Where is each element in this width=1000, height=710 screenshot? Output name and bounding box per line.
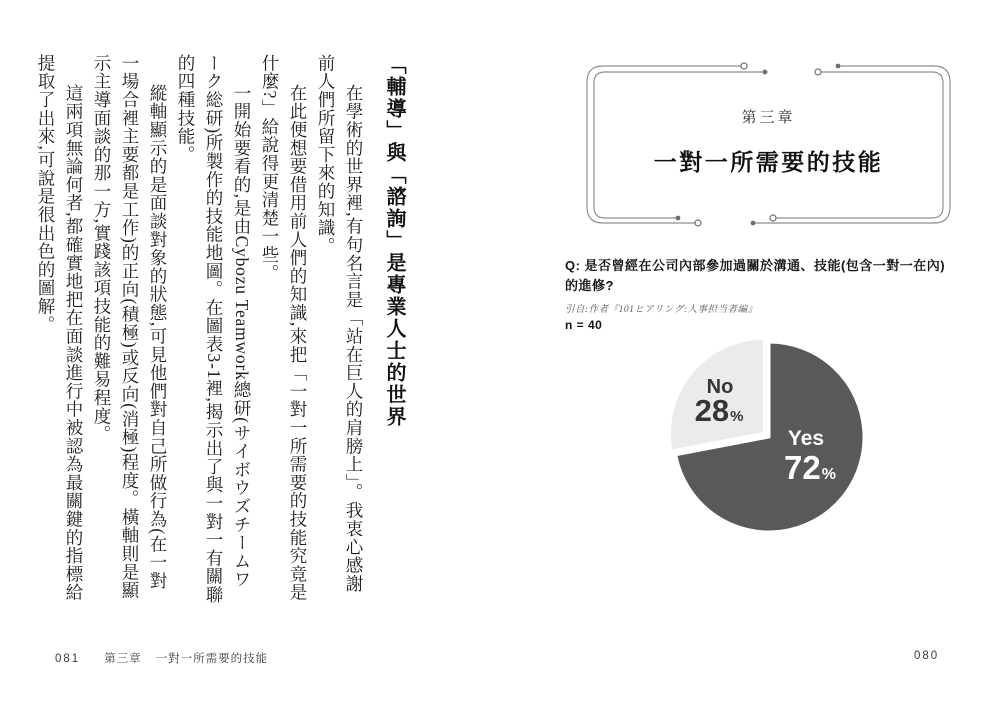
open-dot-icon [695, 220, 701, 226]
question-line-2: 的進修? [565, 278, 614, 293]
open-dot-icon [815, 69, 821, 75]
filled-dot-icon [836, 64, 841, 69]
filled-dot-icon [763, 70, 768, 75]
open-dot-icon [770, 215, 776, 221]
question-prefix: Q: [565, 258, 581, 273]
right-page-number: 080 [914, 650, 940, 662]
paragraph-4: 縱軸顯示的是面談對象的狀態,可見他們對自己所做行為(在一對一場合裡主要都是工作)的正向(積極)或反向(消極)程度。橫軸則是顯示主導面談的那一方,實踐該項技能的難易程度。 [92, 54, 168, 600]
pie-label-no: No [706, 376, 734, 398]
survey-question-block [565, 256, 965, 332]
chapter-title: 一對一所需要的技能 [653, 149, 884, 175]
paragraph-1: 在學術的世界裡,有句名言是「站在巨人的肩膀上」。我衷心感謝前人們所留下來的知識。 [316, 54, 364, 593]
footer-chapter-label: 第三章 [104, 653, 142, 665]
left-page-number: 081 [55, 653, 81, 665]
source-citation: 引自:作者『101ヒアリング:人事担当者編』 [565, 305, 758, 315]
paragraph-3: 一開始要看的,是由Cybozu Teamwork總研(サイボウズチームワーク総研)所製作的技能地圖。在圖表3-1裡,揭示出了與一對一有關聯的四種技能。 [176, 54, 252, 604]
paragraph-5: 這兩項無論何者,都確實地把在面談進行中被認為最關鍵的指標給提取了出來,可說是很出色的圖解。 [36, 54, 84, 602]
paragraph-2: 在此便想要借用前人們的知識,來把「一對一所需要的技能究竟是什麼?」給說得更清楚一些。 [260, 54, 308, 602]
question-line-1 [565, 256, 965, 276]
pie-label-yes: Yes [787, 427, 825, 450]
open-dot-icon [741, 63, 747, 69]
section-heading: 「輔導」與「諮詢」是專業人士的世界 [383, 54, 405, 428]
filled-dot-icon [676, 216, 681, 221]
left-page-text-block [18, 54, 408, 604]
footer-chapter-title: 一對一所需要的技能 [155, 653, 269, 665]
pie-chart [663, 333, 875, 539]
sample-size-label: n = 40 [565, 318, 603, 332]
filled-dot-icon [751, 221, 756, 226]
pie-value-no: 28% [694, 393, 744, 428]
chapter-number-label: 第三章 [741, 109, 796, 126]
left-page-footer [55, 650, 268, 666]
pie-value-yes: 72% [784, 449, 836, 486]
question-text: 是否曾經在公司內部參加過關於溝通、技能(包含一對一在內) [584, 258, 946, 273]
